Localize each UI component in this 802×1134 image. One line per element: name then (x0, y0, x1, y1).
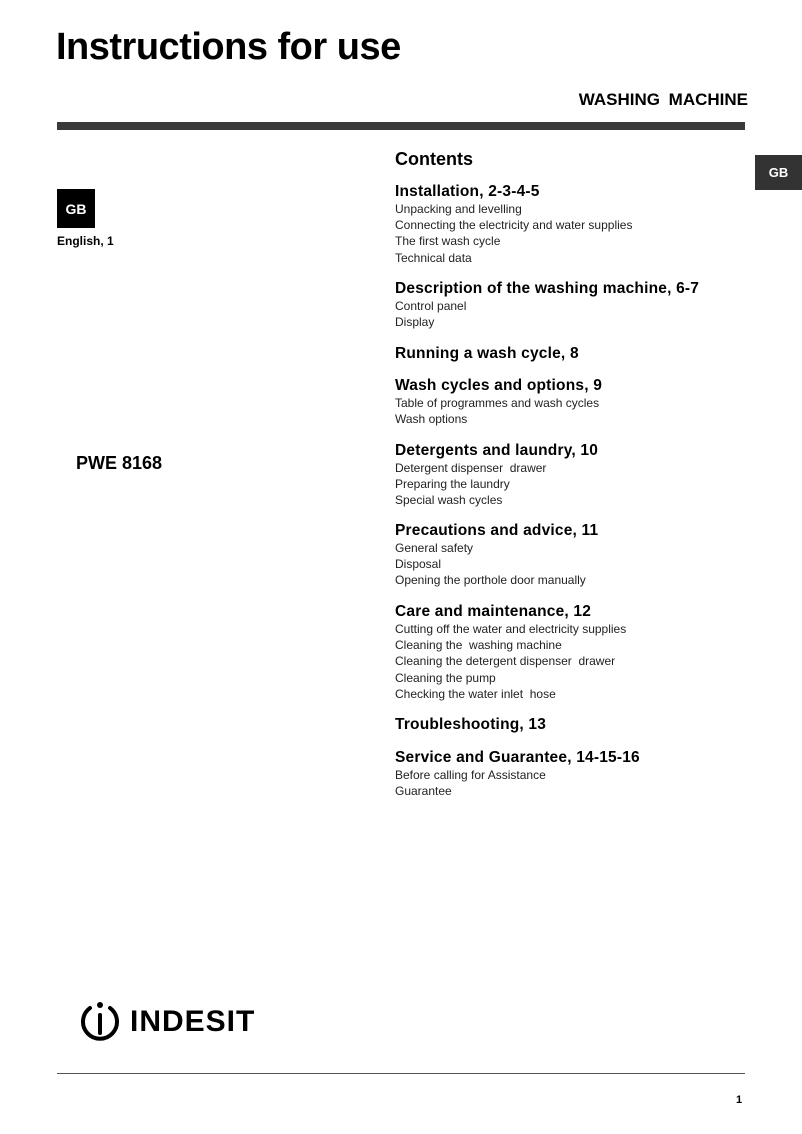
toc-item: Preparing the laundry (395, 477, 510, 492)
toc-section (395, 442, 598, 509)
toc-section (395, 522, 598, 589)
toc-heading: Service and Guarantee, 14-15-16 (395, 749, 640, 766)
page-number: 1 (736, 1094, 743, 1106)
toc-item: Cleaning the pump (395, 670, 496, 685)
toc-item: Cutting off the water and electricity supplies (395, 622, 627, 636)
toc-item: Technical data (395, 250, 472, 265)
toc-heading: Running a wash cycle, 8 (395, 345, 579, 362)
toc-heading: Description of the washing machine, 6-7 (395, 280, 700, 297)
toc-heading: Installation, 2-3-4-5 (395, 183, 540, 200)
toc-item: Guarantee (395, 784, 452, 799)
toc-section (395, 716, 546, 734)
toc-item: Cleaning the detergent dispenser drawer (395, 654, 616, 669)
toc-item: Special wash cycles (395, 493, 503, 508)
toc-heading: Precautions and advice, 11 (395, 522, 599, 539)
toc-item: Before calling for Assistance (395, 768, 546, 782)
toc-section (395, 280, 699, 330)
brand-logo (78, 1000, 255, 1044)
header-divider (57, 122, 745, 130)
toc-section (395, 603, 626, 702)
indesit-i-icon (78, 1000, 122, 1044)
toc-item: Control panel (395, 299, 467, 313)
toc-heading: Wash cycles and options, 9 (395, 377, 603, 394)
toc-heading: Troubleshooting, 13 (395, 716, 547, 733)
toc-heading: Care and maintenance, 12 (395, 603, 592, 620)
page-title: Instructions for use (56, 26, 401, 68)
toc-item: Connecting the electricity and water supplies (395, 218, 633, 233)
language-label: English, 1 (57, 234, 114, 248)
model-number: PWE 8168 (76, 453, 163, 473)
toc-section (395, 345, 579, 363)
toc-section (395, 749, 640, 799)
toc-item: Cleaning the washing machine (395, 638, 562, 653)
toc-item: Detergent dispenser drawer (395, 461, 547, 475)
footer-divider (57, 1073, 745, 1074)
toc-item: Display (395, 315, 435, 330)
toc-section (395, 377, 602, 427)
brand-name: INDESIT (130, 1005, 256, 1038)
toc-item: Disposal (395, 557, 442, 572)
toc-item: Checking the water inlet hose (395, 686, 556, 701)
toc-item: Opening the porthole door manually (395, 573, 586, 588)
language-tab: GB (755, 155, 802, 190)
contents-heading: Contents (395, 149, 473, 169)
toc-section (395, 183, 632, 266)
toc-item: Unpacking and levelling (395, 202, 522, 216)
toc-heading: Detergents and laundry, 10 (395, 442, 599, 459)
toc-item: Table of programmes and wash cycles (395, 396, 600, 410)
toc-item: The first wash cycle (395, 234, 501, 249)
toc-item: Wash options (395, 412, 468, 427)
toc-item: General safety (395, 541, 474, 555)
product-type: WASHING MACHINE (578, 90, 748, 109)
language-badge: GB (57, 189, 95, 228)
